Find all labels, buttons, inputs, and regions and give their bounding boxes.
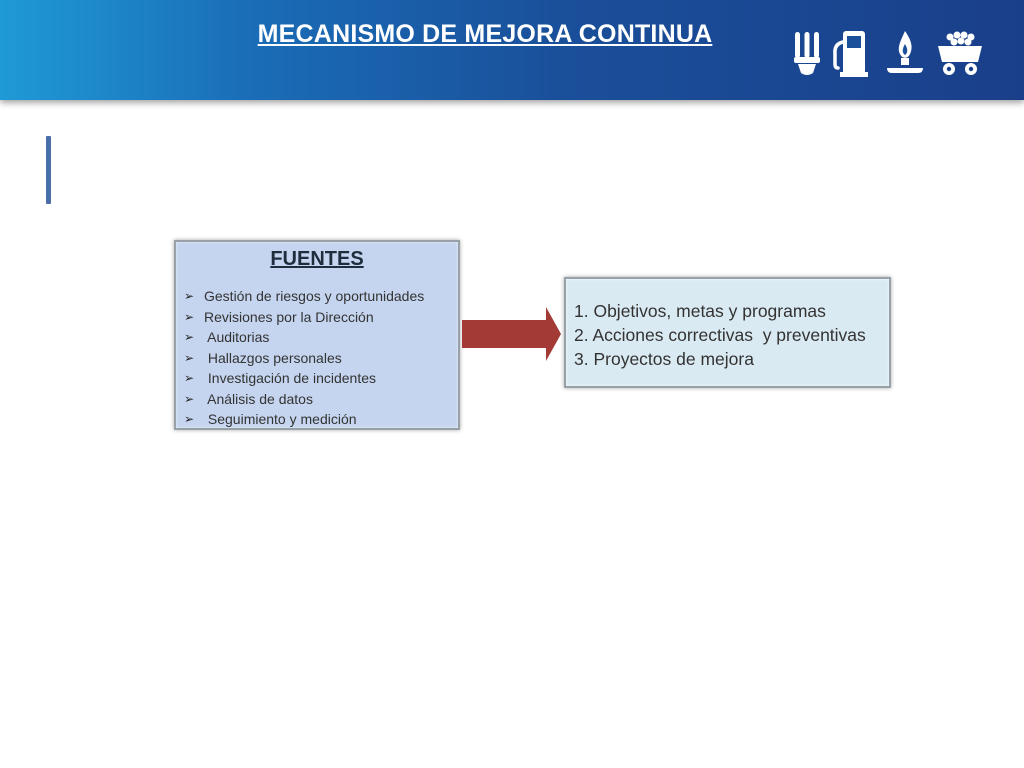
header-banner [0,0,1024,100]
list-item-label: Revisiones por la Dirección [204,308,374,325]
sources-list [184,286,424,430]
arrow-bullet-icon: ➢ [184,289,195,304]
arrow-bullet-icon: ➢ [184,371,195,386]
slide-title: MECANISMO DE MEJORA CONTINUA [257,20,713,48]
flow-arrow-icon [462,305,562,363]
arrow-bullet-icon: ➢ [184,330,195,345]
list-item [184,389,424,410]
list-item-label: Investigación de incidentes [204,370,376,387]
arrow-bullet-icon: ➢ [184,412,195,427]
list-item [184,368,424,389]
list-item: 2. Acciones correctivas y preventivas [574,325,866,345]
list-item-label: Seguimiento y medición [204,411,357,428]
list-item [184,327,424,348]
list-item [184,307,424,328]
list-item [184,348,424,369]
list-item-label: Auditorias [204,329,270,346]
arrow-bullet-icon: ➢ [184,350,195,365]
sources-title: FUENTES [270,248,364,270]
list-item [184,286,424,307]
list-item [184,409,424,430]
gas-flame-icon [884,28,926,78]
list-item-label: Análisis de datos [204,390,313,407]
results-box [564,277,891,388]
arrow-bullet-icon: ➢ [184,309,195,324]
arrow-bullet-icon: ➢ [184,391,195,406]
list-item-label: Gestión de riesgos y oportunidades [204,288,425,305]
results-list [574,299,866,371]
light-bulb-icon [790,28,824,78]
fuel-pump-icon [830,28,872,78]
accent-bar [46,136,51,204]
list-item: 3. Proyectos de mejora [574,349,754,369]
sources-box [174,240,460,430]
list-item: 1. Objetivos, metas y programas [574,301,826,321]
mining-cart-icon [936,28,984,78]
list-item-label: Hallazgos personales [204,349,342,366]
